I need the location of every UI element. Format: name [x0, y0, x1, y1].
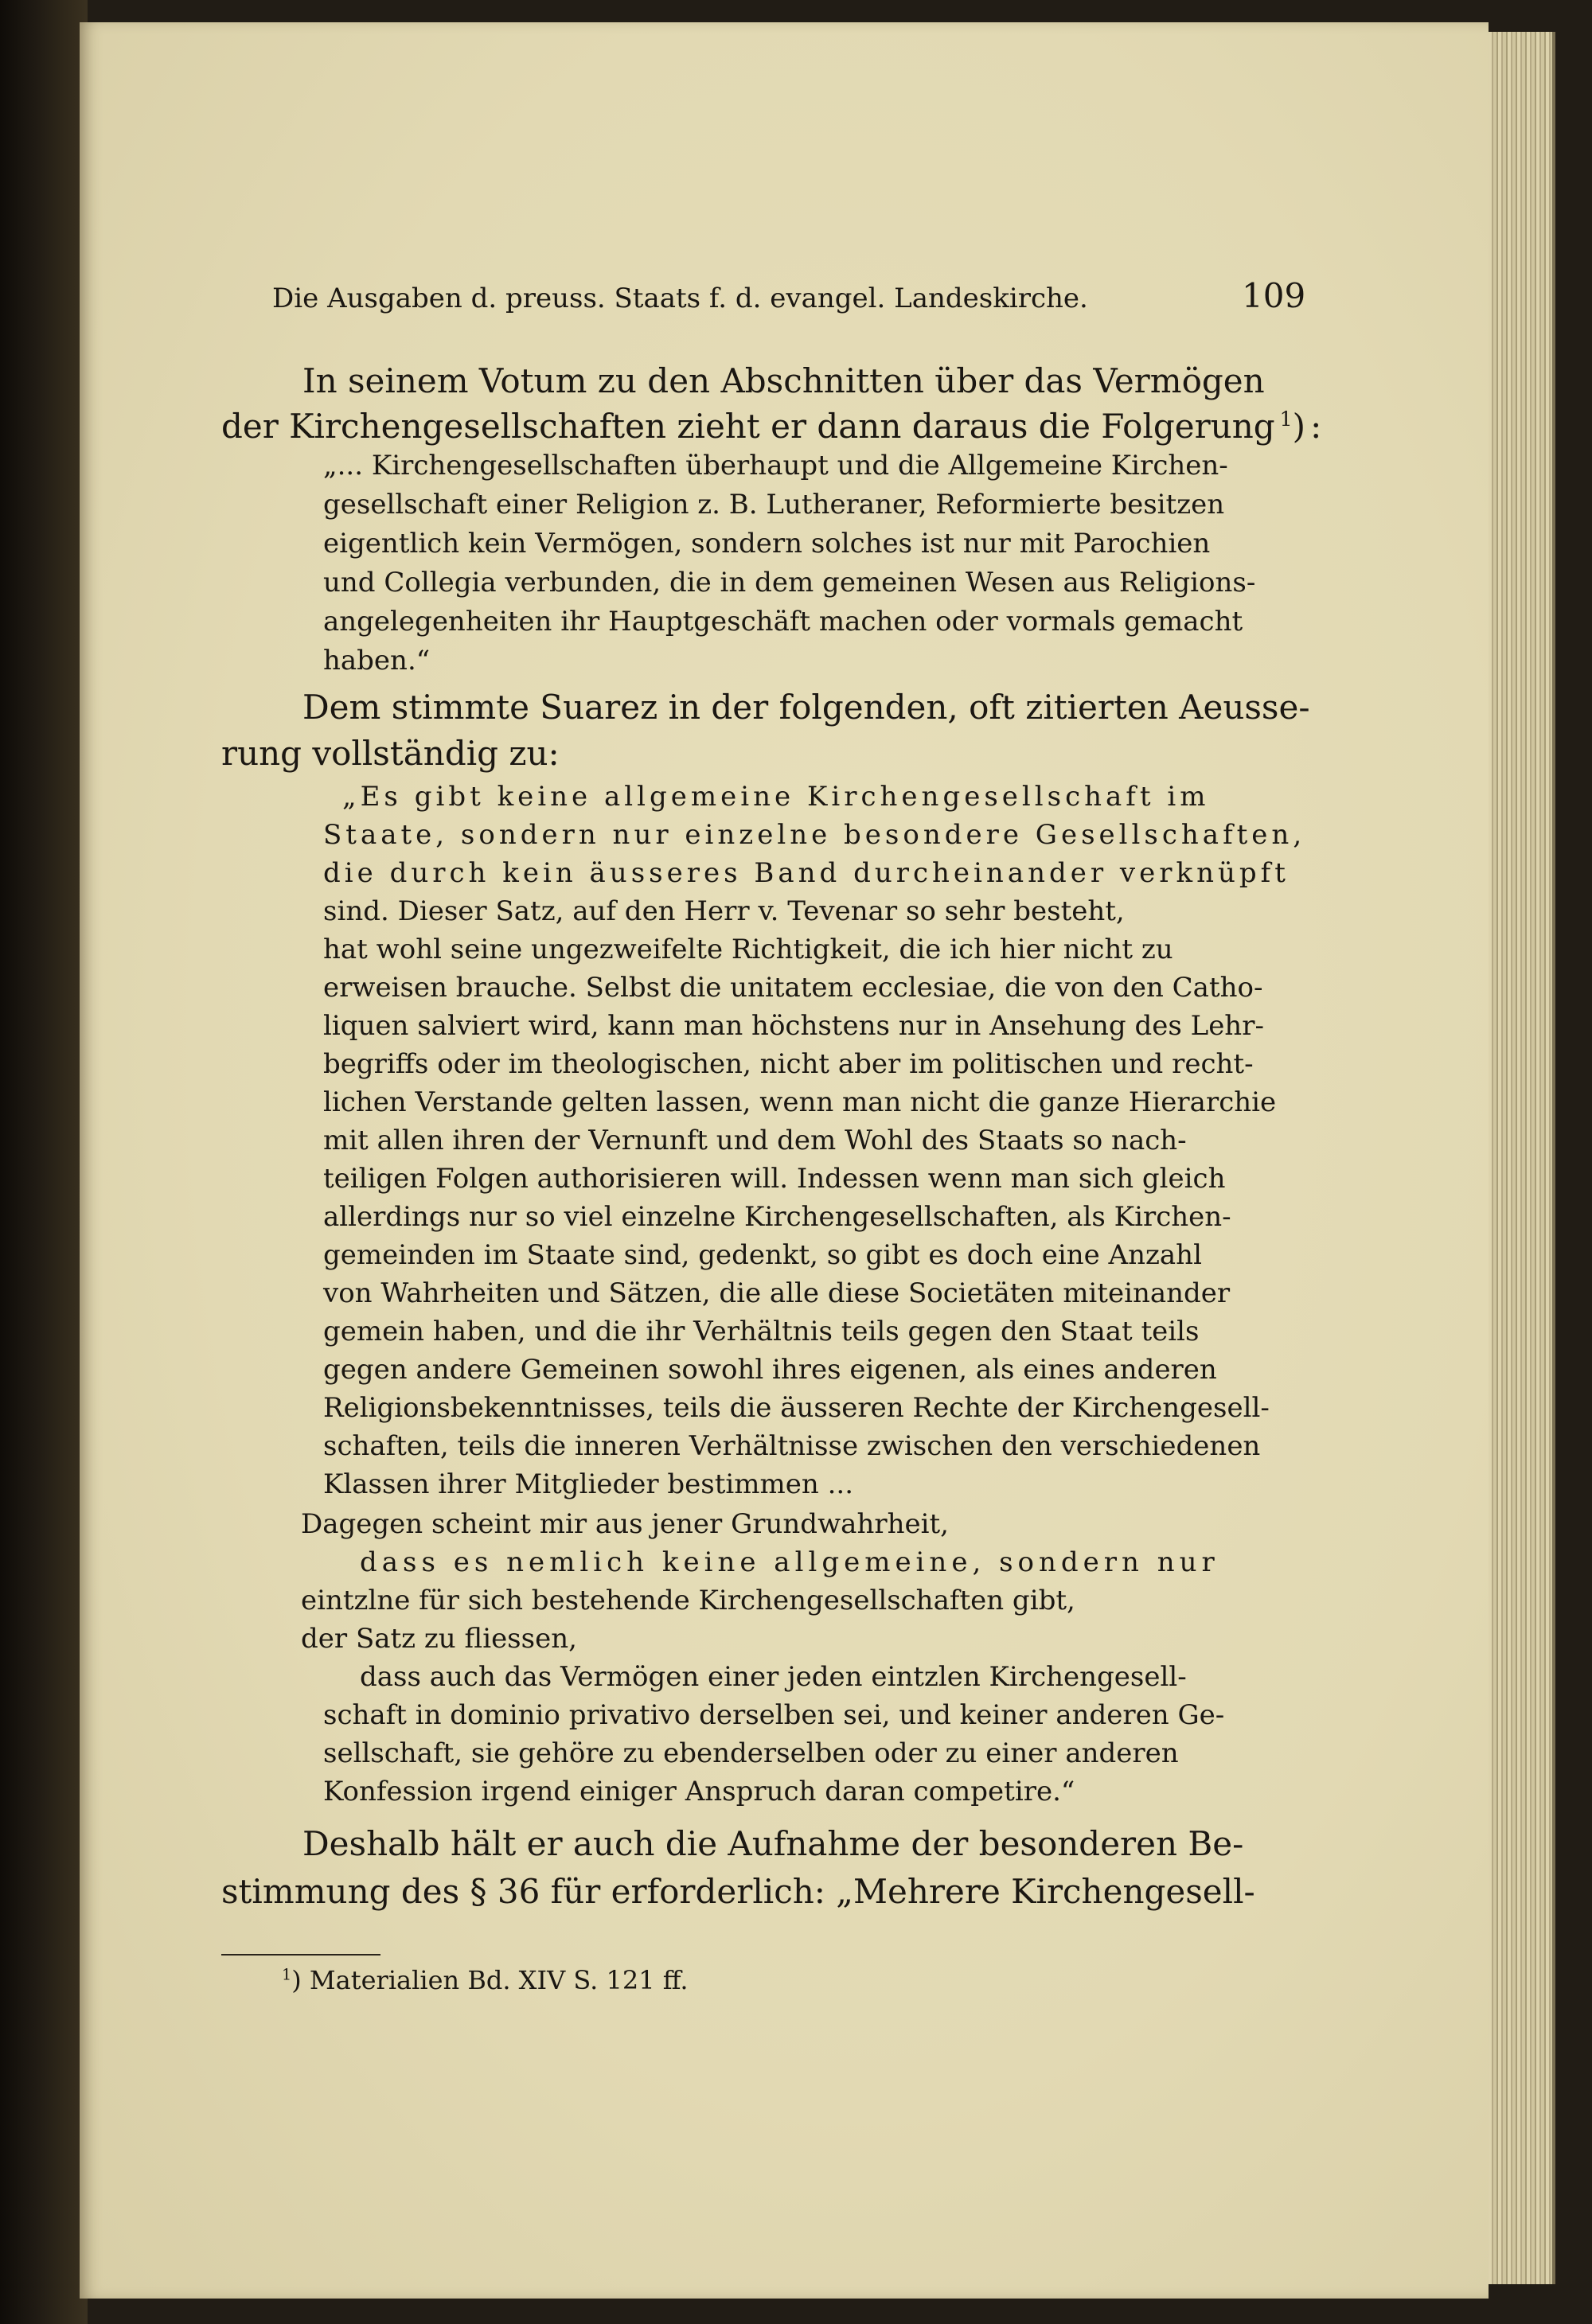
- quote-line: gesellschaft einer Religion z. B. Lutheraner, Reformierte besitzen: [323, 489, 1225, 521]
- quote-line: gemein haben, und die ihr Verhältnis teils gegen den Staat teils: [323, 1316, 1200, 1347]
- quote-line: Religionsbekenntnisses, teils die äusseren Rechte der Kirchengesell-: [323, 1392, 1270, 1424]
- quote-line: von Wahrheiten und Sätzen, die alle diese Societäten miteinander: [323, 1277, 1231, 1309]
- quote-line: Dagegen scheint mir aus jener Grundwahrheit,: [301, 1508, 949, 1540]
- running-header-title: Die Ausgaben d. preuss. Staats f. d. evangel. Landeskirche.: [272, 283, 1088, 314]
- page-number: 109: [1242, 276, 1306, 315]
- body-line: In seinem Votum zu den Abschnitten über das Vermögen: [302, 361, 1265, 400]
- book-page: [80, 22, 1489, 2299]
- quote-line: Klassen ihrer Mitglieder bestimmen ...: [323, 1468, 854, 1500]
- quote-line: „Es gibt keine allgemeine Kirchengesellschaft im: [342, 781, 1210, 813]
- quote-line: liquen salviert wird, kann man höchstens nur in Ansehung des Lehr-: [323, 1010, 1264, 1042]
- body-line: der Kirchengesellschaften zieht er dann daraus die Folgerung $^1$) :: [221, 407, 1322, 446]
- quote-line: erweisen brauche. Selbst die unitatem ecclesiae, die von den Catho-: [323, 972, 1263, 1004]
- quote-line: die durch kein äusseres Band durcheinander verknüpft: [323, 857, 1290, 889]
- quote-line: hat wohl seine ungezweifelte Richtigkeit, die ich hier nicht zu: [323, 934, 1173, 965]
- footnote: [282, 1967, 689, 1993]
- quote-line: gegen andere Gemeinen sowohl ihres eigenen, als eines anderen: [323, 1354, 1217, 1386]
- book-gutter-shadow: [0, 0, 88, 2324]
- quote-line: mit allen ihren der Vernunft und dem Wohl des Staats so nach-: [323, 1125, 1187, 1156]
- quote-line: Konfession irgend einiger Anspruch daran competire.“: [323, 1776, 1075, 1807]
- quote-line: schaften, teils die inneren Verhältnisse zwischen den verschiedenen: [323, 1430, 1261, 1462]
- running-header: [272, 285, 1387, 312]
- quote-line: dass es nemlich keine allgemeine, sondern nur: [360, 1546, 1219, 1578]
- quote-line: sellschaft, sie gehöre zu ebenderselben oder zu einer anderen: [323, 1737, 1179, 1769]
- quote-line: eigentlich kein Vermögen, sondern solches ist nur mit Parochien: [323, 528, 1211, 560]
- quote-line: lichen Verstande gelten lassen, wenn man nicht die ganze Hierarchie: [323, 1086, 1277, 1118]
- footnote-marker: 1: [282, 1965, 292, 1984]
- body-line: Dem stimmte Suarez in der folgenden, oft zitierten Aeusse-: [302, 688, 1310, 727]
- quote-line: allerdings nur so viel einzelne Kirchengesellschaften, als Kirchen-: [323, 1201, 1231, 1233]
- quote-line: angelegenheiten ihr Hauptgeschäft machen oder vormals gemacht: [323, 606, 1243, 638]
- footnote-ref: 1: [1279, 407, 1293, 431]
- quote-line: Staate, sondern nur einzelne besondere Gesellschaften,: [323, 819, 1306, 851]
- quote-line: gemeinden im Staate sind, gedenkt, so gibt es doch eine Anzahl: [323, 1239, 1202, 1271]
- quote-line: dass auch das Vermögen einer jeden eintzlen Kirchengesell-: [360, 1661, 1187, 1693]
- body-line: stimmung des § 36 für erforderlich: „Mehrere Kirchengesell-: [221, 1872, 1255, 1911]
- footnote-text: ) Materialien Bd. XIV S. 121 ff.: [291, 1965, 689, 1995]
- quote-line: teiligen Folgen authorisieren will. Indessen wenn man sich gleich: [323, 1163, 1226, 1195]
- quote-line: sind. Dieser Satz, auf den Herr v. Tevenar so sehr besteht,: [323, 895, 1125, 927]
- quote-line: der Satz zu fliessen,: [301, 1623, 577, 1655]
- quote-line: haben.“: [323, 645, 431, 677]
- body-line: Deshalb hält er auch die Aufnahme der besonderen Be-: [302, 1824, 1244, 1863]
- quote-line: und Collegia verbunden, die in dem gemeinen Wesen aus Religions-: [323, 567, 1256, 599]
- quote-line: „... Kirchengesellschaften überhaupt und die Allgemeine Kirchen-: [323, 450, 1228, 482]
- quote-line: schaft in dominio privativo derselben sei, und keiner anderen Ge-: [323, 1699, 1225, 1731]
- quote-line: begriffs oder im theologischen, nicht aber im politischen und recht-: [323, 1048, 1254, 1080]
- quote-line: eintzlne für sich bestehende Kirchengesellschaften gibt,: [301, 1585, 1075, 1616]
- footnote-rule: [221, 1954, 380, 1956]
- page-text: [80, 22, 1489, 2299]
- body-line: rung vollständig zu:: [221, 734, 560, 773]
